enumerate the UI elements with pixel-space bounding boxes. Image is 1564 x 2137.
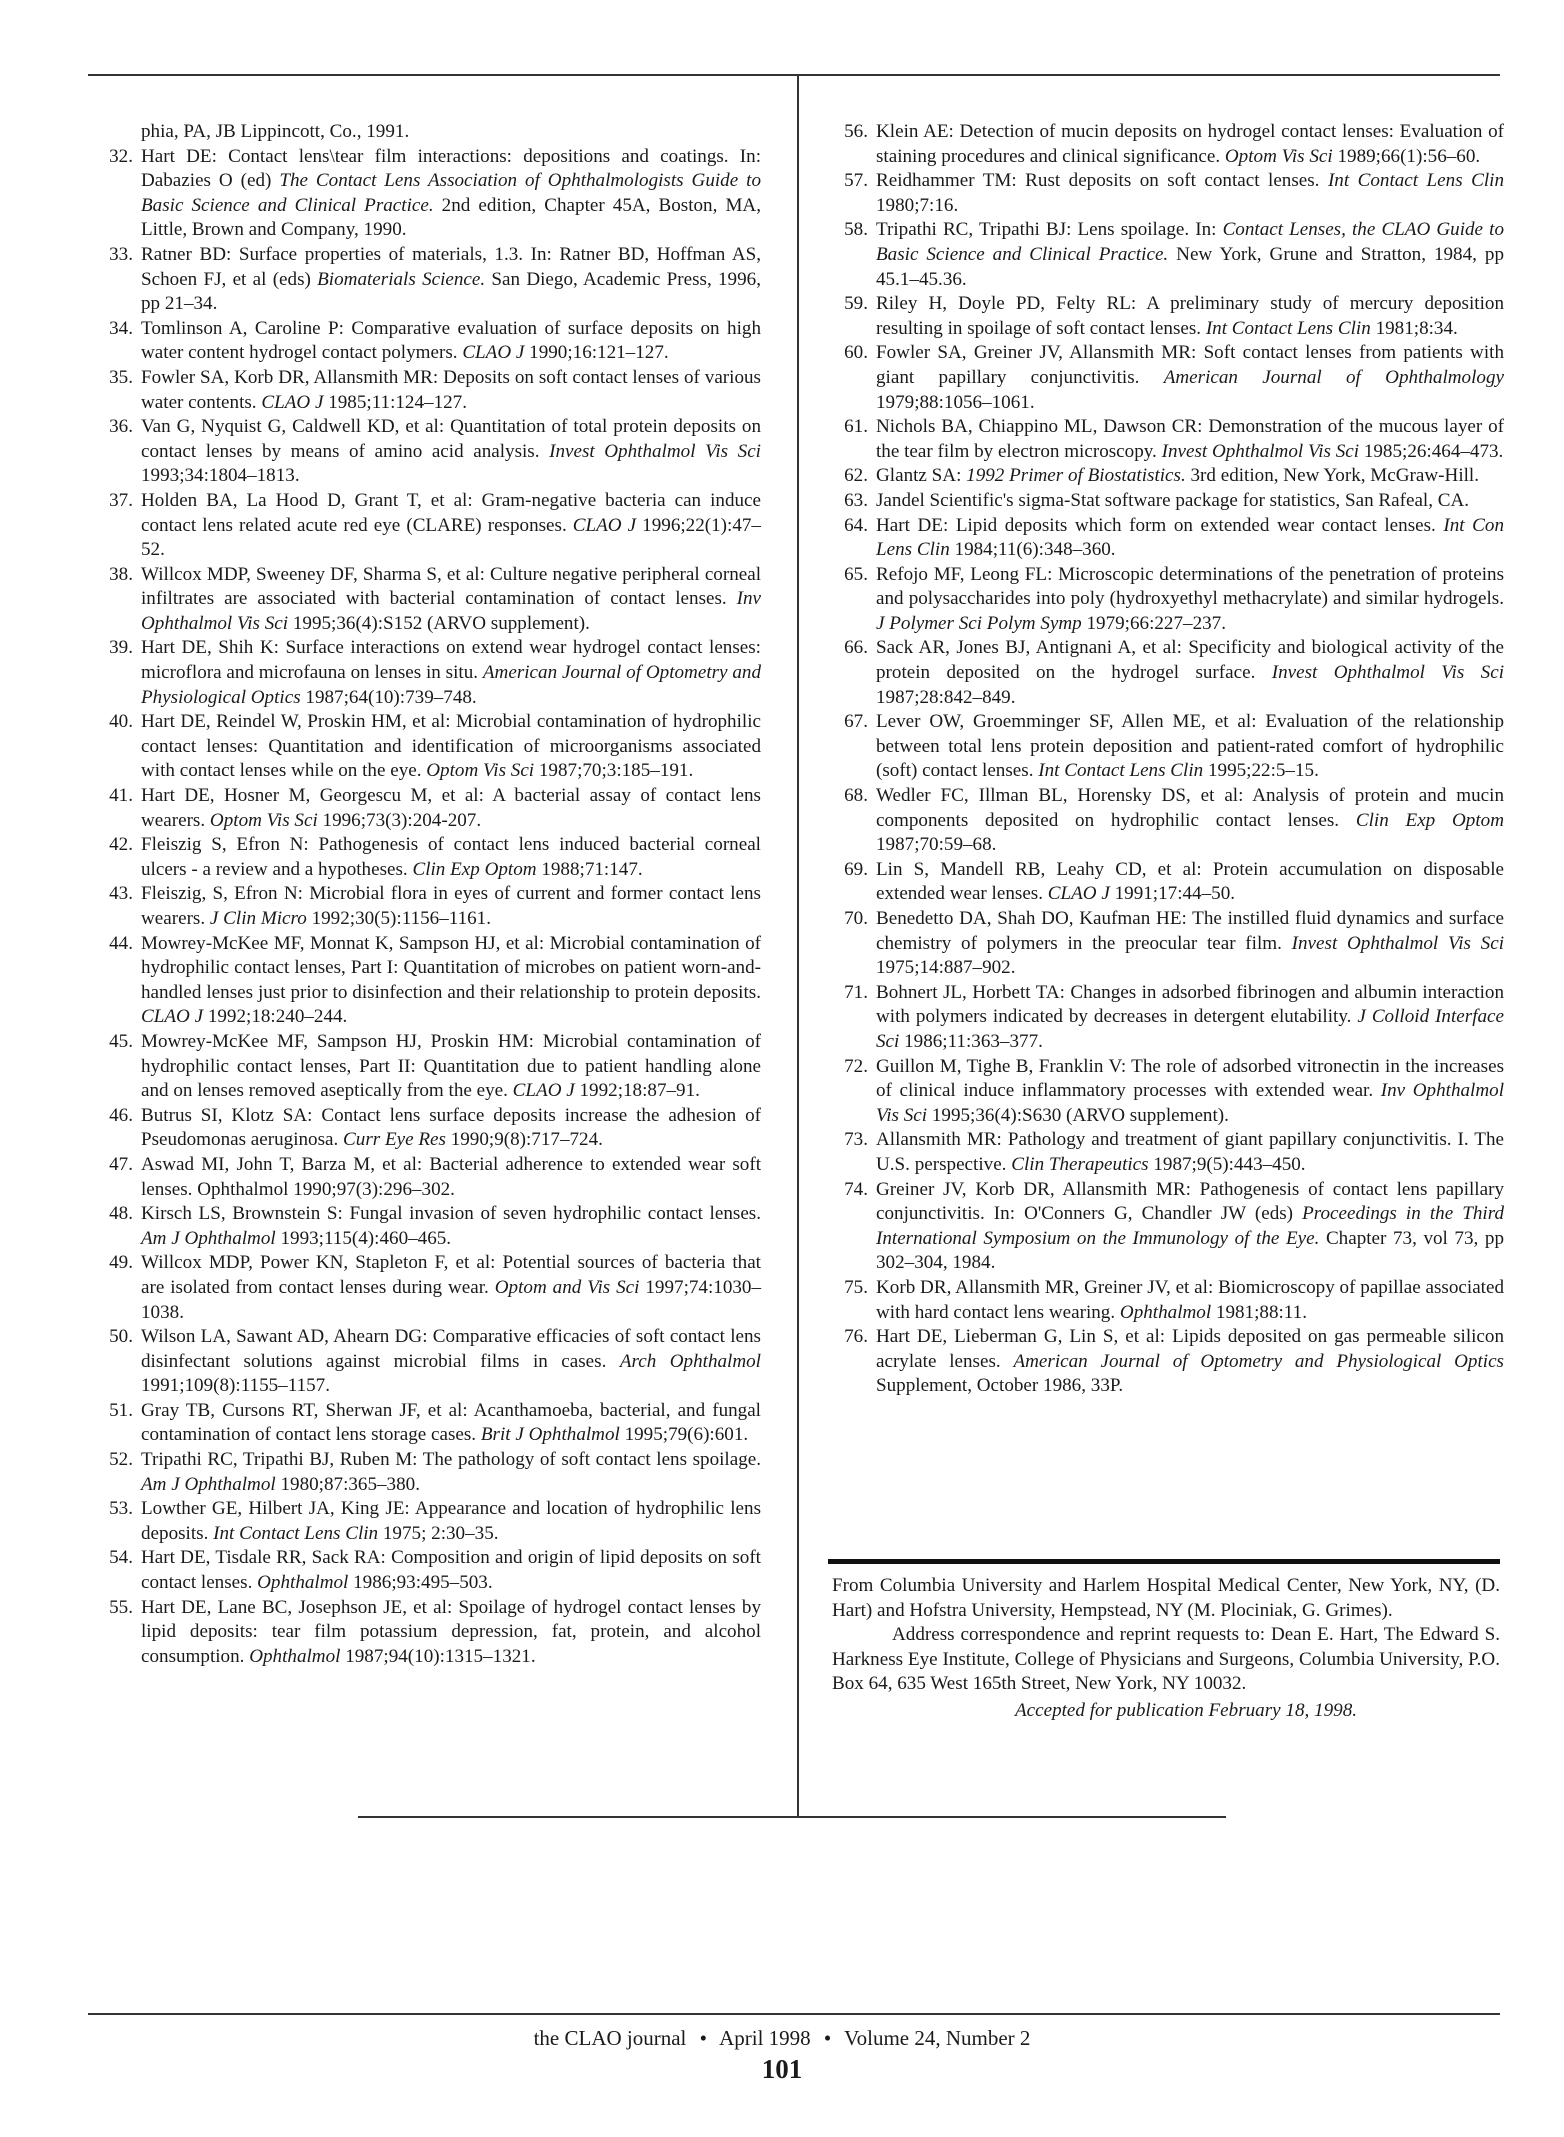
reference-number: 51. bbox=[109, 1399, 133, 1421]
reference-item bbox=[97, 1399, 761, 1448]
reference-segment: Aswad MI, John T, Barza M, et al: Bacterial adherence to extended wear soft lenses. Ophthalmol 1990;97(3):296–302. bbox=[141, 1153, 761, 1200]
reference-number: 56. bbox=[844, 121, 868, 142]
reference-number: 52. bbox=[109, 1449, 133, 1471]
footer-rule bbox=[88, 2013, 1500, 2015]
reference-number: 39. bbox=[109, 637, 133, 659]
affiliation-text: From Columbia University and Harlem Hospital Medical Center, New York, NY, (D. Hart) and Hofstra University, Hempstead, NY (M. Plociniak, G. Grimes). bbox=[832, 1575, 1500, 1621]
reference-segment: 1980;87:365–380. bbox=[275, 1473, 420, 1495]
reference-segment: Tomlinson A, Caroline P: Comparative evaluation of surface deposits on high water content hydrogel contact polymers. bbox=[141, 317, 761, 364]
reference-segment: 1995;22:5–15. bbox=[1203, 760, 1319, 782]
reference-item bbox=[832, 858, 1504, 907]
reference-number: 50. bbox=[109, 1326, 133, 1348]
reference-segment: Mowrey-McKee MF, Sampson HJ, Proskin HM: Microbial contamination of hydrophilic contact lenses, Part II: Quantitation due to patient handling alone and on lenses removed aseptically from the eye. bbox=[141, 1030, 761, 1102]
reference-text bbox=[141, 833, 761, 882]
reference-item bbox=[97, 415, 761, 489]
reference-segment: 1979;66:227–237. bbox=[1081, 612, 1226, 634]
journal-title: Int Contact Lens Clin bbox=[1205, 317, 1371, 339]
reference-text bbox=[141, 1448, 761, 1497]
reference-item bbox=[97, 563, 761, 637]
reference-number: 76. bbox=[844, 1326, 868, 1348]
reference-segment: Korb DR, Allansmith MR, Greiner JV, et al: Biomicroscopy of papillae associated with hard contact lens wearing. bbox=[876, 1276, 1504, 1323]
reference-text bbox=[876, 710, 1504, 784]
reference-text bbox=[876, 1325, 1504, 1399]
reference-item bbox=[97, 1448, 761, 1497]
references-right-column bbox=[832, 120, 1504, 1399]
reference-segment: 1985;26:464–473. bbox=[1359, 440, 1504, 462]
reference-segment: 1992;30(5):1156–1161. bbox=[306, 908, 492, 929]
reference-segment: San Diego, Academic Press, 1996, pp 21–34. bbox=[141, 268, 761, 315]
reference-item bbox=[832, 710, 1504, 784]
reference-text bbox=[876, 1055, 1504, 1129]
reference-segment: Benedetto DA, Shah DO, Kaufman HE: The instilled fluid dynamics and surface chemistry of polymers in the preocular tear film. bbox=[876, 908, 1504, 954]
reference-text bbox=[876, 292, 1504, 341]
reference-item bbox=[97, 366, 761, 415]
reference-number: 46. bbox=[109, 1104, 133, 1126]
reference-item bbox=[832, 907, 1504, 981]
reference-text bbox=[876, 858, 1504, 907]
journal-title: CLAO J bbox=[462, 342, 525, 364]
reference-segment: Butrus SI, Klotz SA: Contact lens surface deposits increase the adhesion of Pseudomonas aeruginosa. bbox=[141, 1104, 761, 1151]
journal-title: 1992 Primer of Biostatistics. bbox=[966, 465, 1186, 487]
reference-item bbox=[97, 1497, 761, 1546]
reference-segment: 1980;7:16. bbox=[876, 194, 959, 216]
reference-segment: Tripathi RC, Tripathi BJ: Lens spoilage. In: bbox=[876, 219, 1223, 241]
reference-number: 61. bbox=[844, 416, 868, 438]
reference-number: 67. bbox=[844, 711, 868, 733]
journal-title: Invest Ophthalmol Vis Sci bbox=[1161, 440, 1360, 462]
reference-item bbox=[97, 710, 761, 784]
reference-text bbox=[876, 415, 1504, 464]
reference-item bbox=[97, 1202, 761, 1251]
reference-item bbox=[97, 1546, 761, 1595]
reference-item bbox=[97, 489, 761, 563]
reference-segment: Ratner BD: Surface properties of materials, 1.3. In: Ratner BD, Hoffman AS, Schoen FJ, et al (eds) bbox=[141, 243, 761, 290]
reference-number: 47. bbox=[109, 1153, 133, 1175]
reference-item bbox=[832, 464, 1504, 489]
reference-segment: Holden BA, La Hood D, Grant T, et al: Gram-negative bacteria can induce contact lens related acute red eye (CLARE) responses. bbox=[141, 489, 761, 536]
reference-item bbox=[832, 169, 1504, 218]
reference-number: 41. bbox=[109, 785, 133, 807]
reference-segment: 2nd edition, Chapter 45A, Boston, MA, Little, Brown and Company, 1990. bbox=[141, 194, 761, 241]
reference-item bbox=[832, 981, 1504, 1055]
reference-item bbox=[97, 1596, 761, 1670]
journal-title: Int Con Lens Clin bbox=[876, 514, 1504, 561]
journal-title: Biomaterials Science. bbox=[317, 268, 486, 290]
journal-name: the CLAO journal bbox=[533, 2026, 687, 2050]
reference-segment: Lin S, Mandell RB, Leahy CD, et al: Protein accumulation on disposable extended wear lenses. bbox=[876, 858, 1504, 905]
reference-segment: 1981;8:34. bbox=[1370, 317, 1458, 339]
reference-text bbox=[141, 317, 761, 366]
reference-text bbox=[141, 415, 761, 489]
reference-text bbox=[141, 1325, 761, 1399]
reference-segment: 1987;9(5):443–450. bbox=[1148, 1153, 1306, 1175]
reference-number: 36. bbox=[109, 416, 133, 438]
reference-segment: Tripathi RC, Tripathi BJ, Ruben M: The pathology of soft contact lens spoilage. bbox=[141, 1449, 761, 1471]
journal-title: Ophthalmol bbox=[257, 1572, 349, 1594]
reference-list-left bbox=[97, 145, 761, 1670]
reference-text bbox=[876, 218, 1504, 292]
journal-title: Ophthalmol bbox=[249, 1645, 341, 1667]
journal-title: J Clin Micro bbox=[209, 908, 307, 929]
reference-number: 66. bbox=[844, 637, 868, 659]
reference-segment: 1991;109(8):1155–1157. bbox=[141, 1375, 330, 1397]
reference-text bbox=[876, 981, 1504, 1055]
reference-segment: Kirsch LS, Brownstein S: Fungal invasion of seven hydrophilic contact lenses. bbox=[141, 1203, 761, 1225]
reference-number: 48. bbox=[109, 1203, 133, 1225]
reference-text bbox=[141, 243, 761, 317]
reference-item bbox=[832, 784, 1504, 858]
reference-segment: Nichols BA, Chiappino ML, Dawson CR: Demonstration of the mucous layer of the tear film by electron microscopy. bbox=[876, 416, 1504, 462]
reference-segment: 1987;70:59–68. bbox=[876, 834, 997, 856]
reference-segment: 1987;94(10):1315–1321. bbox=[340, 1645, 536, 1667]
reference-segment: Van G, Nyquist G, Caldwell KD, et al: Quantitation of total protein deposits on contact lenses by means of amino acid analysis. bbox=[141, 416, 761, 462]
journal-title: American Journal of Optometry and Physiological Optics bbox=[1013, 1350, 1504, 1372]
journal-title: American Journal of Optometry and Physiological Optics bbox=[141, 662, 761, 708]
reference-number: 73. bbox=[844, 1129, 868, 1151]
reference-segment: 1990;16:121–127. bbox=[524, 342, 669, 364]
reference-text bbox=[876, 784, 1504, 858]
reference-number: 53. bbox=[109, 1498, 133, 1520]
reference-item bbox=[832, 489, 1504, 514]
reference-segment: 1996;73(3):204-207. bbox=[317, 809, 482, 831]
reference-segment: 1986;93:495–503. bbox=[348, 1572, 493, 1594]
reference-text bbox=[141, 489, 761, 563]
reference-item bbox=[832, 415, 1504, 464]
reference-segment: 1988;71:147. bbox=[536, 858, 643, 880]
reference-number: 75. bbox=[844, 1276, 868, 1298]
reference-segment: Bohnert JL, Horbett TA: Changes in adsorbed fibrinogen and albumin interaction with polymers indicated by decreases in detergent elutability. bbox=[876, 981, 1504, 1028]
reference-item bbox=[97, 317, 761, 366]
journal-title: CLAO J bbox=[141, 1006, 204, 1028]
reference-segment: 1989;66(1):56–60. bbox=[1332, 145, 1481, 167]
reference-item bbox=[97, 833, 761, 882]
reference-segment: Jandel Scientific's sigma-Stat software package for statistics, San Rafeal, CA. bbox=[876, 489, 1470, 511]
reference-text bbox=[876, 636, 1504, 710]
reference-text bbox=[141, 710, 761, 784]
reference-text bbox=[141, 1399, 761, 1448]
reference-item bbox=[832, 120, 1504, 169]
reference-number: 72. bbox=[844, 1055, 868, 1077]
reference-text bbox=[141, 1497, 761, 1546]
reference-number: 35. bbox=[109, 366, 133, 388]
reference-segment: 1993;115(4):460–465. bbox=[275, 1227, 452, 1249]
reference-segment: 1992;18:240–244. bbox=[203, 1006, 348, 1028]
reference-text bbox=[141, 1546, 761, 1595]
journal-title: Optom and Vis Sci bbox=[494, 1276, 640, 1298]
column-bottom-rule bbox=[358, 1816, 1226, 1818]
journal-title: Inv Ophthalmol Vis Sci bbox=[876, 1080, 1504, 1126]
journal-title: Ophthalmol bbox=[1119, 1301, 1212, 1323]
volume-number: Volume 24, Number 2 bbox=[844, 2026, 1031, 2050]
journal-title: CLAO J bbox=[261, 391, 324, 413]
journal-title: Int Contact Lens Clin bbox=[1327, 170, 1504, 192]
reference-number: 43. bbox=[109, 883, 133, 905]
column-divider bbox=[797, 74, 799, 1818]
reference-segment: 1996;22(1):47–52. bbox=[141, 514, 761, 561]
reference-segment: 1987;28:842–849. bbox=[876, 686, 1016, 708]
reference-segment: 1995;79(6):601. bbox=[619, 1424, 749, 1446]
reference-text bbox=[141, 1030, 761, 1104]
reference-number: 42. bbox=[109, 834, 133, 856]
reference-segment: 1975;14:887–902. bbox=[876, 957, 1016, 979]
reference-text bbox=[876, 563, 1504, 637]
reference-item bbox=[832, 514, 1504, 563]
reference-number: 64. bbox=[844, 514, 868, 536]
reference-segment: 1992;18:87–91. bbox=[574, 1080, 700, 1102]
journal-title: American Journal of Ophthalmology bbox=[1163, 366, 1504, 388]
reference-segment: 1984;11(6):348–360. bbox=[949, 539, 1116, 561]
journal-title: Proceedings in the Third International Symposium on the Immunology of the Eye. bbox=[876, 1203, 1504, 1249]
reference-number: 74. bbox=[844, 1178, 868, 1200]
reference-number: 40. bbox=[109, 711, 133, 733]
reference-segment: Supplement, October 1986, 33P. bbox=[876, 1375, 1124, 1397]
reference-number: 44. bbox=[109, 932, 133, 954]
footer-separator: • bbox=[699, 2026, 707, 2050]
reference-segment: 1981;88:11. bbox=[1211, 1301, 1307, 1323]
reference-text bbox=[141, 1153, 761, 1202]
reference-segment: Fleiszig S, Efron N: Pathogenesis of contact lens induced bacterial corneal ulcers - a review and a hypotheses. bbox=[141, 834, 761, 880]
reference-number: 68. bbox=[844, 785, 868, 807]
reference-item bbox=[832, 218, 1504, 292]
reference-segment: Willcox MDP, Power KN, Stapleton F, et al: Potential sources of bacteria that are isolated from contact lenses during wear. bbox=[141, 1252, 761, 1298]
reference-segment: Greiner JV, Korb DR, Allansmith MR: Pathogenesis of contact lens papillary conjunctivitis. In: O'Conners G, Chandler JW (eds) bbox=[876, 1178, 1504, 1225]
reference-segment: Fowler SA, Greiner JV, Allansmith MR: Soft contact lenses from patients with giant papillary conjunctivitis. bbox=[876, 342, 1504, 388]
reference-number: 60. bbox=[844, 342, 868, 364]
reference-segment: Hart DE: Lipid deposits which form on extended wear contact lenses. bbox=[876, 514, 1444, 536]
reference-number: 58. bbox=[844, 219, 868, 241]
reference-item bbox=[97, 1325, 761, 1399]
reference-segment: Hart DE: Contact lens\tear film interactions: depositions and coatings. In: Dabazies O (ed) bbox=[141, 145, 761, 192]
reference-item bbox=[832, 1325, 1504, 1399]
references-left-column bbox=[97, 120, 761, 1669]
reference-item bbox=[832, 341, 1504, 415]
journal-title: Optom Vis Sci bbox=[209, 809, 318, 831]
journal-title: The Contact Lens Association of Ophthalmologists Guide to Basic Science and Clinical Practice. bbox=[141, 170, 761, 216]
reference-segment: 1987;70;3:185–191. bbox=[534, 760, 694, 782]
reference-text bbox=[141, 932, 761, 1030]
correspondence-address: Address correspondence and reprint requests to: Dean E. Hart, The Edward S. Harkness Eye Institute, College of Physicians and Surgeons, Columbia University, P.O. Box 64, 635 West 165th Street, New York, NY 10032. bbox=[832, 1624, 1500, 1695]
reference-number: 59. bbox=[844, 293, 868, 315]
reference-text: phia, PA, JB Lippincott, Co., 1991. bbox=[141, 121, 410, 142]
reference-segment: 1995;36(4):S152 (ARVO supplement). bbox=[288, 612, 590, 634]
reference-text bbox=[141, 882, 761, 931]
reference-number: 37. bbox=[109, 489, 133, 511]
reference-number: 49. bbox=[109, 1252, 133, 1274]
reference-text bbox=[141, 1104, 761, 1153]
reference-item bbox=[832, 1055, 1504, 1129]
reference-continuation bbox=[97, 120, 761, 145]
reference-number: 65. bbox=[844, 563, 868, 585]
reference-item bbox=[832, 636, 1504, 710]
reference-segment: 1986;11:363–377. bbox=[899, 1030, 1043, 1052]
reference-item bbox=[832, 292, 1504, 341]
reference-text bbox=[876, 907, 1504, 981]
reference-segment: Hart DE, Shih K: Surface interactions on extend wear hydrogel contact lenses: microflora and microfauna on lenses in situ. bbox=[141, 637, 761, 684]
reference-segment: Lever OW, Groemminger SF, Allen ME, et al: Evaluation of the relationship between total lens protein deposition and patient-rated comfort of hydrophilic (soft) contact lenses. bbox=[876, 711, 1504, 782]
reference-item bbox=[97, 145, 761, 243]
journal-title: CLAO J bbox=[572, 514, 637, 536]
reference-text bbox=[141, 1596, 761, 1670]
reference-number: 70. bbox=[844, 908, 868, 929]
reference-segment: Willcox MDP, Sweeney DF, Sharma S, et al: Culture negative peripheral corneal infiltrates are associated with bacterial contamination of contact lenses. bbox=[141, 563, 761, 610]
reference-text bbox=[141, 366, 761, 415]
reference-text bbox=[876, 514, 1504, 563]
reference-segment: Sack AR, Jones BJ, Antignani A, et al: Specificity and biological activity of the protein deposited on the hydrogel surface. bbox=[876, 637, 1504, 684]
reference-text bbox=[141, 563, 761, 637]
reference-segment: 1997;74:1030–1038. bbox=[141, 1276, 762, 1323]
reference-text bbox=[876, 489, 1504, 514]
reference-item bbox=[832, 1276, 1504, 1325]
reference-segment: 1979;88:1056–1061. bbox=[876, 391, 1035, 413]
footer-separator: • bbox=[823, 2026, 832, 2050]
top-rule bbox=[88, 74, 1500, 76]
reference-item bbox=[97, 1030, 761, 1104]
reference-number: 38. bbox=[109, 563, 133, 585]
reference-item bbox=[97, 1153, 761, 1202]
reference-segment: Lowther GE, Hilbert JA, King JE: Appearance and location of hydrophilic lens deposits. bbox=[141, 1498, 761, 1544]
journal-title: CLAO J bbox=[512, 1080, 575, 1102]
reference-segment: Hart DE, Lane BC, Josephson JE, et al: Spoilage of hydrogel contact lenses by lipid deposits: tear film potassium depression, fat, protein, and alcohol consumption. bbox=[141, 1596, 761, 1667]
running-footer bbox=[0, 2026, 1564, 2051]
reference-segment: Wilson LA, Sawant AD, Ahearn DG: Comparative efficacies of soft contact lens disinfectant solutions against microbial films in cases. bbox=[141, 1326, 761, 1372]
journal-title: J Polymer Sci Polym Symp bbox=[876, 612, 1082, 634]
reference-item bbox=[97, 1104, 761, 1153]
page-number: 101 bbox=[761, 2054, 803, 2084]
journal-title: Clin Exp Optom bbox=[412, 858, 537, 880]
reference-text bbox=[876, 341, 1504, 415]
reference-text bbox=[141, 145, 761, 243]
reference-number: 54. bbox=[109, 1547, 133, 1569]
reference-number: 33. bbox=[109, 243, 133, 265]
journal-title: Clin Therapeutics bbox=[1011, 1153, 1149, 1175]
reference-number: 69. bbox=[844, 858, 868, 880]
reference-segment: 1985;11:124–127. bbox=[323, 391, 467, 413]
reference-segment: 1990;9(8):717–724. bbox=[445, 1129, 603, 1151]
journal-title: Clin Exp Optom bbox=[1355, 809, 1504, 831]
reference-list-right bbox=[832, 120, 1504, 1399]
reference-segment: Hart DE, Hosner M, Georgescu M, et al: A bacterial assay of contact lens wearers. bbox=[141, 785, 761, 831]
journal-title: J Colloid Interface Sci bbox=[876, 1006, 1504, 1052]
reference-segment: New York, Grune and Stratton, 1984, pp 45.1–45.36. bbox=[876, 243, 1504, 290]
reference-item bbox=[97, 784, 761, 833]
reference-number: 45. bbox=[109, 1030, 133, 1052]
affiliation-rule bbox=[828, 1559, 1500, 1564]
reference-segment: Glantz SA: bbox=[876, 465, 967, 487]
reference-segment: Wedler FC, Illman BL, Horensky DS, et al: Analysis of protein and mucin components deposited on hydrophilic contact lenses. bbox=[876, 785, 1504, 831]
reference-segment: Refojo MF, Leong FL: Microscopic determinations of the penetration of proteins and polysaccharides into poly (hydroxyethyl methacrylate) and similar hydrogels. bbox=[876, 563, 1504, 610]
reference-segment: Fowler SA, Korb DR, Allansmith MR: Deposits on soft contact lenses of various water contents. bbox=[141, 366, 761, 413]
journal-title: Arch Ophthalmol bbox=[619, 1350, 761, 1372]
reference-segment: Chapter 73, vol 73, pp 302–304, 1984. bbox=[876, 1227, 1504, 1274]
reference-text bbox=[141, 784, 761, 833]
reference-item bbox=[832, 1128, 1504, 1177]
reference-text bbox=[876, 1128, 1504, 1177]
journal-title: CLAO J bbox=[1047, 883, 1110, 905]
journal-title: Am J Ophthalmol bbox=[141, 1473, 276, 1495]
reference-segment: 1991;17:44–50. bbox=[1109, 883, 1236, 905]
reference-text bbox=[876, 120, 1504, 169]
reference-item bbox=[97, 1251, 761, 1325]
journal-title: Int Contact Lens Clin bbox=[213, 1522, 379, 1544]
reference-segment: Hart DE, Tisdale RR, Sack RA: Composition and origin of lipid deposits on soft contact lenses. bbox=[141, 1547, 761, 1594]
reference-number: 71. bbox=[844, 981, 868, 1003]
reference-text bbox=[141, 1251, 761, 1325]
reference-number: 32. bbox=[109, 145, 133, 167]
journal-title: Optom Vis Sci bbox=[1224, 145, 1333, 167]
reference-segment: Riley H, Doyle PD, Felty RL: A preliminary study of mercury deposition resulting in spoilage of soft contact lenses. bbox=[876, 293, 1504, 339]
journal-title: Int Contact Lens Clin bbox=[1038, 760, 1204, 782]
reference-segment: Hart DE, Reindel W, Proskin HM, et al: Microbial contamination of hydrophilic contact lenses: Quantitation and identification of microorganisms associated with contact lenses while on the eye. bbox=[141, 711, 761, 782]
reference-segment: Allansmith MR: Pathology and treatment of giant papillary conjunctivitis. I. The U.S. perspective. bbox=[876, 1129, 1504, 1175]
reference-segment: 1995;36(4):S630 (ARVO supplement). bbox=[927, 1104, 1229, 1126]
reference-text bbox=[876, 169, 1504, 218]
reference-item bbox=[97, 932, 761, 1030]
journal-title: Invest Ophthalmol Vis Sci bbox=[1271, 662, 1504, 684]
reference-item bbox=[832, 1178, 1504, 1276]
reference-text bbox=[876, 464, 1504, 489]
journal-title: Curr Eye Res bbox=[343, 1129, 446, 1151]
journal-title: Brit J Ophthalmol bbox=[480, 1424, 620, 1446]
reference-text bbox=[876, 1178, 1504, 1276]
reference-segment: Reidhammer TM: Rust deposits on soft contact lenses. bbox=[876, 170, 1328, 192]
reference-segment: Guillon M, Tighe B, Franklin V: The role of adsorbed vitronectin in the increases of clinical induce inflammatory processes with extended wear. bbox=[876, 1055, 1504, 1102]
reference-segment: Fleiszig, S, Efron N: Microbial flora in eyes of current and former contact lens wearers. bbox=[141, 883, 761, 929]
reference-text bbox=[876, 1276, 1504, 1325]
journal-title: Am J Ophthalmol bbox=[141, 1227, 276, 1249]
reference-text bbox=[141, 1202, 761, 1251]
reference-segment: Gray TB, Cursons RT, Sherwan JF, et al: Acanthamoeba, bacterial, and fungal contamination of contact lens storage cases. bbox=[141, 1399, 761, 1446]
accepted-date: Accepted for publication February 18, 1998. bbox=[1014, 1699, 1358, 1721]
journal-title: Optom Vis Sci bbox=[426, 760, 535, 782]
reference-item bbox=[97, 243, 761, 317]
reference-segment: 1993;34:1804–1813. bbox=[141, 465, 300, 487]
issue-date: April 1998 bbox=[719, 2026, 811, 2050]
journal-title: Invest Ophthalmol Vis Sci bbox=[549, 440, 761, 462]
reference-item bbox=[832, 563, 1504, 637]
reference-number: 57. bbox=[844, 170, 868, 192]
reference-item bbox=[97, 636, 761, 710]
reference-segment: 3rd edition, New York, McGraw-Hill. bbox=[1185, 465, 1480, 487]
reference-text bbox=[141, 636, 761, 710]
affiliation-block bbox=[832, 1574, 1500, 1724]
reference-segment: 1975; 2:30–35. bbox=[378, 1522, 499, 1544]
journal-title: Contact Lenses, the CLAO Guide to Basic Science and Clinical Practice. bbox=[876, 219, 1504, 265]
reference-number: 62. bbox=[844, 465, 868, 487]
reference-number: 34. bbox=[109, 317, 133, 339]
reference-segment: 1987;64(10):739–748. bbox=[300, 686, 477, 708]
journal-title: Invest Ophthalmol Vis Sci bbox=[1291, 932, 1504, 954]
reference-segment: Mowrey-McKee MF, Monnat K, Sampson HJ, et al: Microbial contamination of hydrophilic contact lenses, Part I: Quantitation of microbes on patient worn-and-handled lenses just prior to disinfection and their relationship to protein deposits. bbox=[141, 932, 761, 1003]
reference-segment: Klein AE: Detection of mucin deposits on hydrogel contact lenses: Evaluation of staining procedures and clinical significance. bbox=[876, 121, 1504, 167]
reference-number: 63. bbox=[844, 489, 868, 511]
reference-segment: Hart DE, Lieberman G, Lin S, et al: Lipids deposited on gas permeable silicon acrylate lenses. bbox=[876, 1326, 1504, 1372]
reference-item bbox=[97, 882, 761, 931]
journal-title: Inv Ophthalmol Vis Sci bbox=[141, 588, 761, 634]
reference-number: 55. bbox=[109, 1596, 133, 1618]
